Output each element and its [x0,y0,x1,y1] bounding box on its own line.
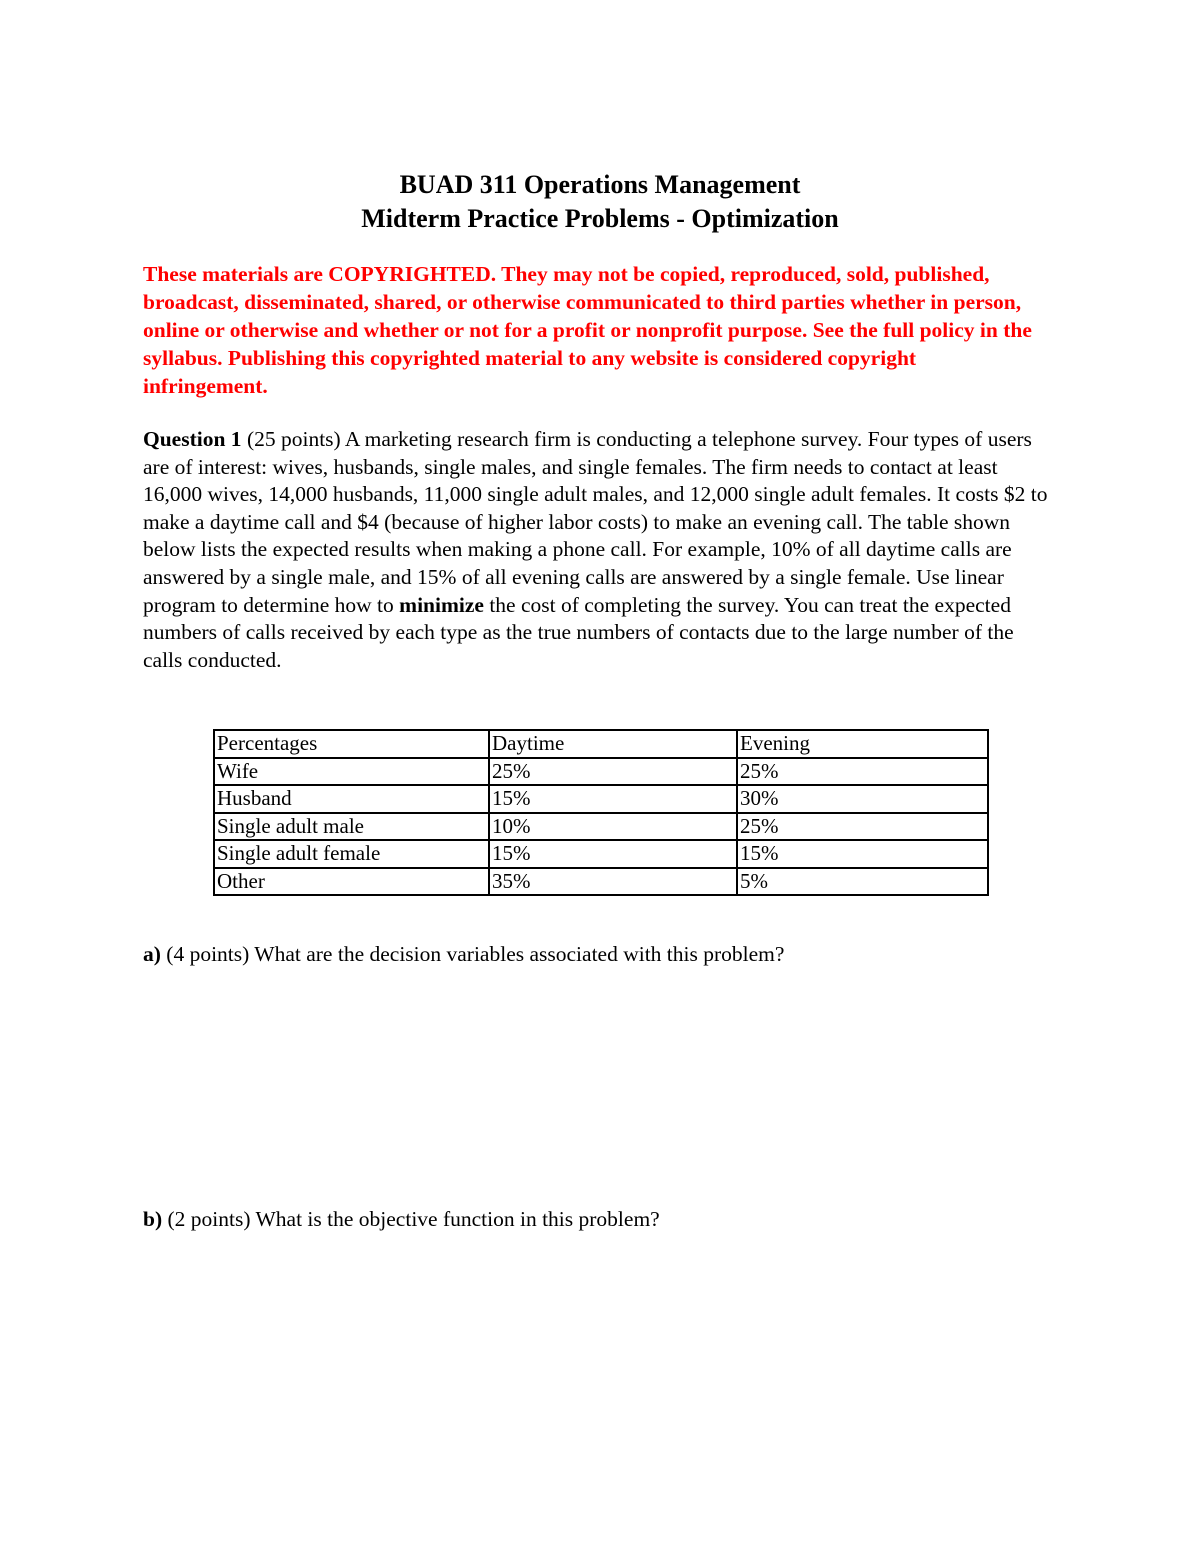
table-header-cell: Daytime [489,730,737,758]
table-row [214,758,988,786]
title-line-1: BUAD 311 Operations Management [399,170,801,199]
question-part-b [143,1205,1043,1233]
table-cell: Husband [214,785,489,813]
question-1-text-part1: (25 points) A marketing research firm is conducting a telephone survey. Four types of users are of interest: wives, husbands, single males, and single females. The firm needs to contact at least 16,000 wives, 14,000 husbands, 11,000 single adult males, and 12,000 single adult females. It costs $2 to make a daytime call and $4 (because of higher labor costs) to make an evening call. The table shown below lists the expected results when making a phone call. For example, 10% of all daytime calls are answered by a single male, and 15% of all evening calls are answered by a single female. Use linear program to determine how to [143,427,1048,617]
part-b-label: b) [143,1207,163,1231]
table-cell: 15% [737,840,988,868]
table-cell: 15% [489,785,737,813]
table-cell: 15% [489,840,737,868]
table-cell: 25% [737,813,988,841]
table-header-row [214,730,988,758]
table-cell: Single adult male [214,813,489,841]
question-1-text-part2: the cost of completing the survey. You can treat the expected numbers of calls received by each type as the true numbers of contacts due to the large number of the calls conducted. [143,592,1014,672]
copyright-notice: These materials are COPYRIGHTED. They may not be copied, reproduced, sold, published, broadcast, disseminated, shared, or otherwise communicated to third parties whether in person, online or otherwise and whether or not for a profit or nonprofit purpose. See the full policy in the syllabus. Publishing this copyrighted material to any website is considered copyright infringement. [143,262,1032,398]
question-1-emphasis: minimize [399,592,484,617]
part-a-text: (4 points) What are the decision variables associated with this problem? [160,942,785,966]
document-title [0,168,1200,236]
table-header-cell: Evening [737,730,988,758]
table-row [214,868,988,896]
question-1-label: Question 1 [143,427,242,451]
part-b-text: (2 points) What is the objective function in this problem? [162,1207,660,1231]
question-1 [143,426,1048,674]
table-header-cell: Percentages [214,730,489,758]
table-cell: Wife [214,758,489,786]
question-part-a [143,940,1043,968]
percentages-table [213,729,989,896]
table-cell: 25% [489,758,737,786]
part-a-label: a) [143,942,161,966]
table-row [214,785,988,813]
table-row [214,813,988,841]
table-cell: Other [214,868,489,896]
table-cell: Single adult female [214,840,489,868]
table-cell: 30% [737,785,988,813]
table-cell: 5% [737,868,988,896]
table-cell: 10% [489,813,737,841]
table-row [214,840,988,868]
title-line-2: Midterm Practice Problems - Optimization [361,204,839,233]
table-cell: 35% [489,868,737,896]
table-cell: 25% [737,758,988,786]
